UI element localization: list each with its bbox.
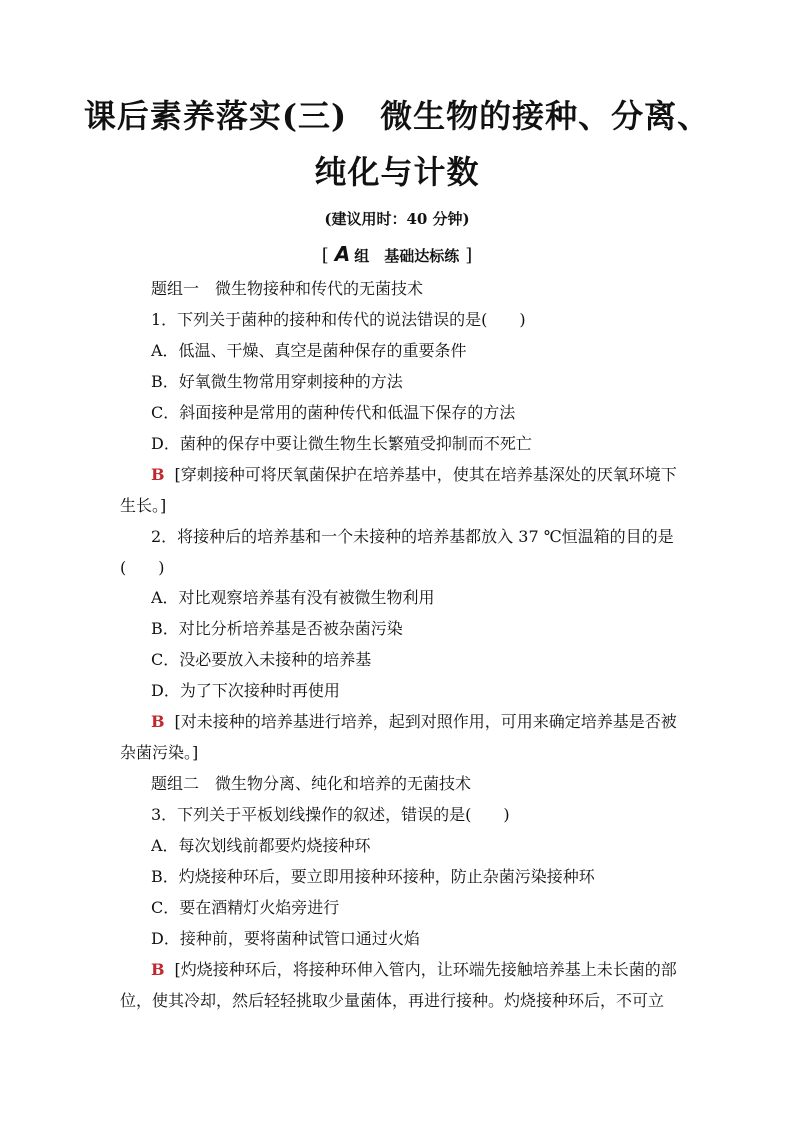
q3-option-d: D．接种前，要将菌种试管口通过火焰 — [151, 929, 420, 948]
q2-expl-text-1: [对未接种的培养基进行培养，起到对照作用，可用来确定培养基是否被 — [174, 712, 677, 731]
q2-stem-line-2: ( ) — [120, 558, 165, 577]
q3-option-b: B．灼烧接种环后，要立即用接种环接种，防止杂菌污染接种环 — [151, 867, 595, 886]
q1-option-b: B．好氧微生物常用穿刺接种的方法 — [151, 372, 403, 391]
section-2-title: 题组二 微生物分离、纯化和培养的无菌技术 — [151, 774, 472, 793]
q3-stem: 3．下列关于平板划线操作的叙述，错误的是( ) — [151, 805, 510, 824]
q2-option-b: B．对比分析培养基是否被杂菌污染 — [151, 619, 403, 638]
group-letter: A — [334, 242, 351, 266]
q1-expl-text-1: [穿刺接种可将厌氧菌保护在培养基中，使其在培养基深处的厌氧环境下 — [174, 465, 677, 484]
group-label-text: 组 基础达标练 — [354, 247, 460, 265]
suggested-time: (建议用时：40 分钟) — [324, 210, 470, 228]
q3-explanation-line-1 — [151, 958, 680, 982]
q1-explanation-line-2: 生长。] — [120, 496, 167, 515]
q3-answer: B — [151, 960, 165, 979]
q2-answer: B — [151, 712, 165, 731]
q1-stem: 1．下列关于菌种的接种和传代的说法错误的是( ) — [151, 310, 526, 329]
q2-option-d: D．为了下次接种时再使用 — [151, 681, 340, 700]
q2-option-c: C．没必要放入未接种的培养基 — [151, 650, 372, 669]
group-a-heading — [0, 242, 794, 268]
q3-explanation-line-2: 位，使其冷却，然后轻轻挑取少量菌体，再进行接种。灼烧接种环后，不可立 — [120, 991, 665, 1010]
q2-option-a: A．对比观察培养基有没有被微生物利用 — [151, 588, 435, 607]
q1-option-c: C．斜面接种是常用的菌种传代和低温下保存的方法 — [151, 403, 516, 422]
q2-stem-line-1: 2．将接种后的培养基和一个未接种的培养基都放入 37 ℃恒温箱的目的是 — [151, 527, 674, 546]
q1-option-d: D．菌种的保存中要让微生物生长繁殖受抑制而不死亡 — [151, 434, 532, 453]
bracket-left: [ — [321, 245, 329, 266]
q1-explanation-line-1 — [151, 463, 680, 487]
q3-option-a: A．每次划线前都要灼烧接种环 — [151, 836, 371, 855]
q2-explanation-line-2: 杂菌污染。] — [120, 743, 199, 762]
q3-option-c: C．要在酒精灯火焰旁进行 — [151, 898, 340, 917]
section-1-title: 题组一 微生物接种和传代的无菌技术 — [151, 279, 424, 298]
q2-explanation-line-1 — [151, 710, 680, 734]
document-title-line-1: 课后素养落实(三) 微生物的接种、分离、 — [83, 97, 711, 135]
document-title-line-2: 纯化与计数 — [314, 153, 480, 191]
bracket-right: ] — [465, 245, 473, 266]
q1-option-a: A．低温、干燥、真空是菌种保存的重要条件 — [151, 341, 467, 360]
q3-expl-text-1: [灼烧接种环后，将接种环伸入管内，让环端先接触培养基上未长菌的部 — [174, 960, 677, 979]
q1-answer: B — [151, 465, 165, 484]
